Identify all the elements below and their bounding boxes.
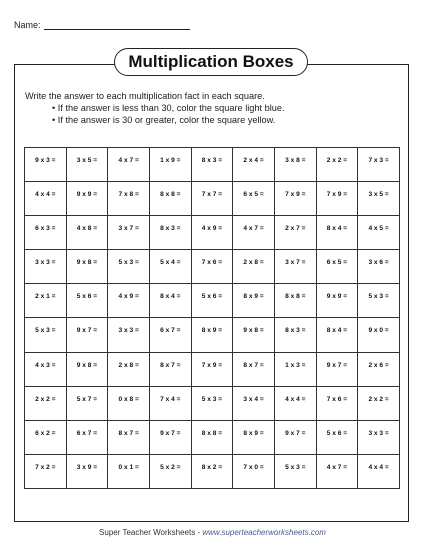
grid-cell[interactable]: 2 x 8 = xyxy=(233,250,275,284)
grid-cell[interactable]: 3 x 5 = xyxy=(358,182,400,216)
grid-cell[interactable]: 1 x 3 = xyxy=(274,352,316,386)
grid-cell[interactable]: 9 x 7 = xyxy=(316,352,358,386)
grid-cell[interactable]: 9 x 8 = xyxy=(233,318,275,352)
grid-cell[interactable]: 2 x 8 = xyxy=(108,352,150,386)
page-title xyxy=(114,48,308,76)
grid-row xyxy=(25,284,400,318)
grid-cell[interactable]: 7 x 6 = xyxy=(191,250,233,284)
grid-cell[interactable]: 4 x 9 = xyxy=(191,216,233,250)
grid-cell[interactable]: 4 x 4 = xyxy=(358,454,400,488)
grid-cell[interactable]: 6 x 5 = xyxy=(316,250,358,284)
grid-cell[interactable]: 3 x 8 = xyxy=(274,148,316,182)
grid-cell[interactable]: 5 x 3 = xyxy=(25,318,67,352)
grid-cell[interactable]: 6 x 7 = xyxy=(149,318,191,352)
name-line xyxy=(14,20,190,30)
name-label: Name: xyxy=(14,20,41,30)
multiplication-grid xyxy=(24,147,400,489)
grid-cell[interactable]: 7 x 7 = xyxy=(191,182,233,216)
grid-cell[interactable]: 5 x 3 = xyxy=(108,250,150,284)
grid-cell[interactable]: 8 x 8 = xyxy=(191,420,233,454)
grid-cell[interactable]: 1 x 9 = xyxy=(149,148,191,182)
grid-cell[interactable]: 9 x 7 = xyxy=(149,420,191,454)
grid-cell[interactable]: 4 x 9 = xyxy=(108,284,150,318)
grid-cell[interactable]: 4 x 3 = xyxy=(25,352,67,386)
grid-cell[interactable]: 2 x 2 = xyxy=(316,148,358,182)
grid-cell[interactable]: 7 x 9 = xyxy=(316,182,358,216)
grid-cell[interactable]: 4 x 4 = xyxy=(25,182,67,216)
grid-row xyxy=(25,318,400,352)
grid-row xyxy=(25,216,400,250)
grid-cell[interactable]: 3 x 3 = xyxy=(25,250,67,284)
grid-cell[interactable]: 5 x 6 = xyxy=(191,284,233,318)
instruction-bullet-blue: • If the answer is less than 30, color the square light blue. xyxy=(52,103,285,113)
grid-cell[interactable]: 8 x 9 = xyxy=(191,318,233,352)
grid-cell[interactable]: 8 x 4 = xyxy=(316,216,358,250)
grid-cell[interactable]: 5 x 3 = xyxy=(274,454,316,488)
grid-cell[interactable]: 9 x 0 = xyxy=(358,318,400,352)
grid-cell[interactable]: 8 x 7 = xyxy=(233,352,275,386)
grid-cell[interactable]: 5 x 3 = xyxy=(191,386,233,420)
grid-cell[interactable]: 7 x 2 = xyxy=(25,454,67,488)
grid-cell[interactable]: 4 x 8 = xyxy=(66,216,108,250)
grid-cell[interactable]: 7 x 4 = xyxy=(149,386,191,420)
grid-cell[interactable]: 8 x 8 = xyxy=(274,284,316,318)
grid-cell[interactable]: 7 x 8 = xyxy=(108,182,150,216)
grid-cell[interactable]: 3 x 5 = xyxy=(66,148,108,182)
grid-cell[interactable]: 9 x 9 = xyxy=(316,284,358,318)
grid-cell[interactable]: 6 x 3 = xyxy=(25,216,67,250)
grid-cell[interactable]: 6 x 7 = xyxy=(66,420,108,454)
grid-cell[interactable]: 7 x 9 = xyxy=(191,352,233,386)
grid-cell[interactable]: 6 x 5 = xyxy=(233,182,275,216)
instructions-intro: Write the answer to each multiplication fact in each square. xyxy=(25,91,265,101)
grid-cell[interactable]: 9 x 7 = xyxy=(66,318,108,352)
grid-row xyxy=(25,148,400,182)
grid-cell[interactable]: 5 x 3 = xyxy=(358,284,400,318)
grid-cell[interactable]: 3 x 9 = xyxy=(66,454,108,488)
grid-cell[interactable]: 8 x 7 = xyxy=(149,352,191,386)
grid-cell[interactable]: 9 x 3 = xyxy=(25,148,67,182)
name-blank[interactable] xyxy=(44,21,190,30)
grid-cell[interactable]: 2 x 2 = xyxy=(358,386,400,420)
footer xyxy=(0,528,425,537)
grid-cell[interactable]: 9 x 8 = xyxy=(66,352,108,386)
grid-cell[interactable]: 3 x 4 = xyxy=(233,386,275,420)
grid-cell[interactable]: 4 x 7 = xyxy=(233,216,275,250)
footer-separator: - xyxy=(195,528,203,537)
grid-cell[interactable]: 4 x 7 = xyxy=(316,454,358,488)
grid-cell[interactable]: 7 x 3 = xyxy=(358,148,400,182)
grid-cell[interactable]: 9 x 8 = xyxy=(66,250,108,284)
grid-row xyxy=(25,420,400,454)
grid-cell[interactable]: 9 x 7 = xyxy=(274,420,316,454)
page-title-text: Multiplication Boxes xyxy=(128,52,294,71)
grid-cell[interactable]: 5 x 6 = xyxy=(66,284,108,318)
grid-row xyxy=(25,250,400,284)
grid-cell[interactable]: 3 x 7 = xyxy=(274,250,316,284)
grid-cell[interactable]: 0 x 1 = xyxy=(108,454,150,488)
grid-cell[interactable]: 2 x 7 = xyxy=(274,216,316,250)
instruction-bullet-yellow: • If the answer is 30 or greater, color the square yellow. xyxy=(52,115,276,125)
grid-cell[interactable]: 3 x 3 = xyxy=(358,420,400,454)
grid-cell[interactable]: 8 x 2 = xyxy=(191,454,233,488)
grid-cell[interactable]: 5 x 7 = xyxy=(66,386,108,420)
grid-row xyxy=(25,182,400,216)
footer-brand: Super Teacher Worksheets xyxy=(99,528,196,537)
grid-cell[interactable]: 7 x 6 = xyxy=(316,386,358,420)
grid-row xyxy=(25,352,400,386)
grid-cell[interactable]: 8 x 7 = xyxy=(108,420,150,454)
grid-cell[interactable]: 6 x 2 = xyxy=(25,420,67,454)
grid-cell[interactable]: 3 x 3 = xyxy=(108,318,150,352)
grid-cell[interactable]: 5 x 6 = xyxy=(316,420,358,454)
grid-cell[interactable]: 8 x 3 = xyxy=(274,318,316,352)
grid-cell[interactable]: 8 x 3 = xyxy=(149,216,191,250)
grid-cell[interactable]: 3 x 6 = xyxy=(358,250,400,284)
grid-cell[interactable]: 4 x 7 = xyxy=(108,148,150,182)
grid-cell[interactable]: 4 x 4 = xyxy=(274,386,316,420)
grid-cell[interactable]: 0 x 8 = xyxy=(108,386,150,420)
grid-cell[interactable]: 9 x 9 = xyxy=(66,182,108,216)
grid-row xyxy=(25,454,400,488)
grid-cell[interactable]: 5 x 2 = xyxy=(149,454,191,488)
grid-cell[interactable]: 7 x 9 = xyxy=(274,182,316,216)
grid-cell[interactable]: 7 x 0 = xyxy=(233,454,275,488)
grid-cell[interactable]: 8 x 8 = xyxy=(149,182,191,216)
grid-cell[interactable]: 8 x 4 = xyxy=(316,318,358,352)
grid-cell[interactable]: 4 x 5 = xyxy=(358,216,400,250)
grid-cell[interactable]: 2 x 1 = xyxy=(25,284,67,318)
grid-cell[interactable]: 2 x 6 = xyxy=(358,352,400,386)
grid-cell[interactable]: 2 x 4 = xyxy=(233,148,275,182)
grid-cell[interactable]: 8 x 4 = xyxy=(149,284,191,318)
grid-row xyxy=(25,386,400,420)
grid-cell[interactable]: 2 x 2 = xyxy=(25,386,67,420)
footer-url[interactable]: www.superteacherworksheets.com xyxy=(202,528,326,537)
grid-cell[interactable]: 5 x 4 = xyxy=(149,250,191,284)
grid-cell[interactable]: 3 x 7 = xyxy=(108,216,150,250)
instructions xyxy=(25,90,395,126)
grid-cell[interactable]: 8 x 3 = xyxy=(191,148,233,182)
grid-cell[interactable]: 8 x 9 = xyxy=(233,420,275,454)
grid-cell[interactable]: 8 x 9 = xyxy=(233,284,275,318)
